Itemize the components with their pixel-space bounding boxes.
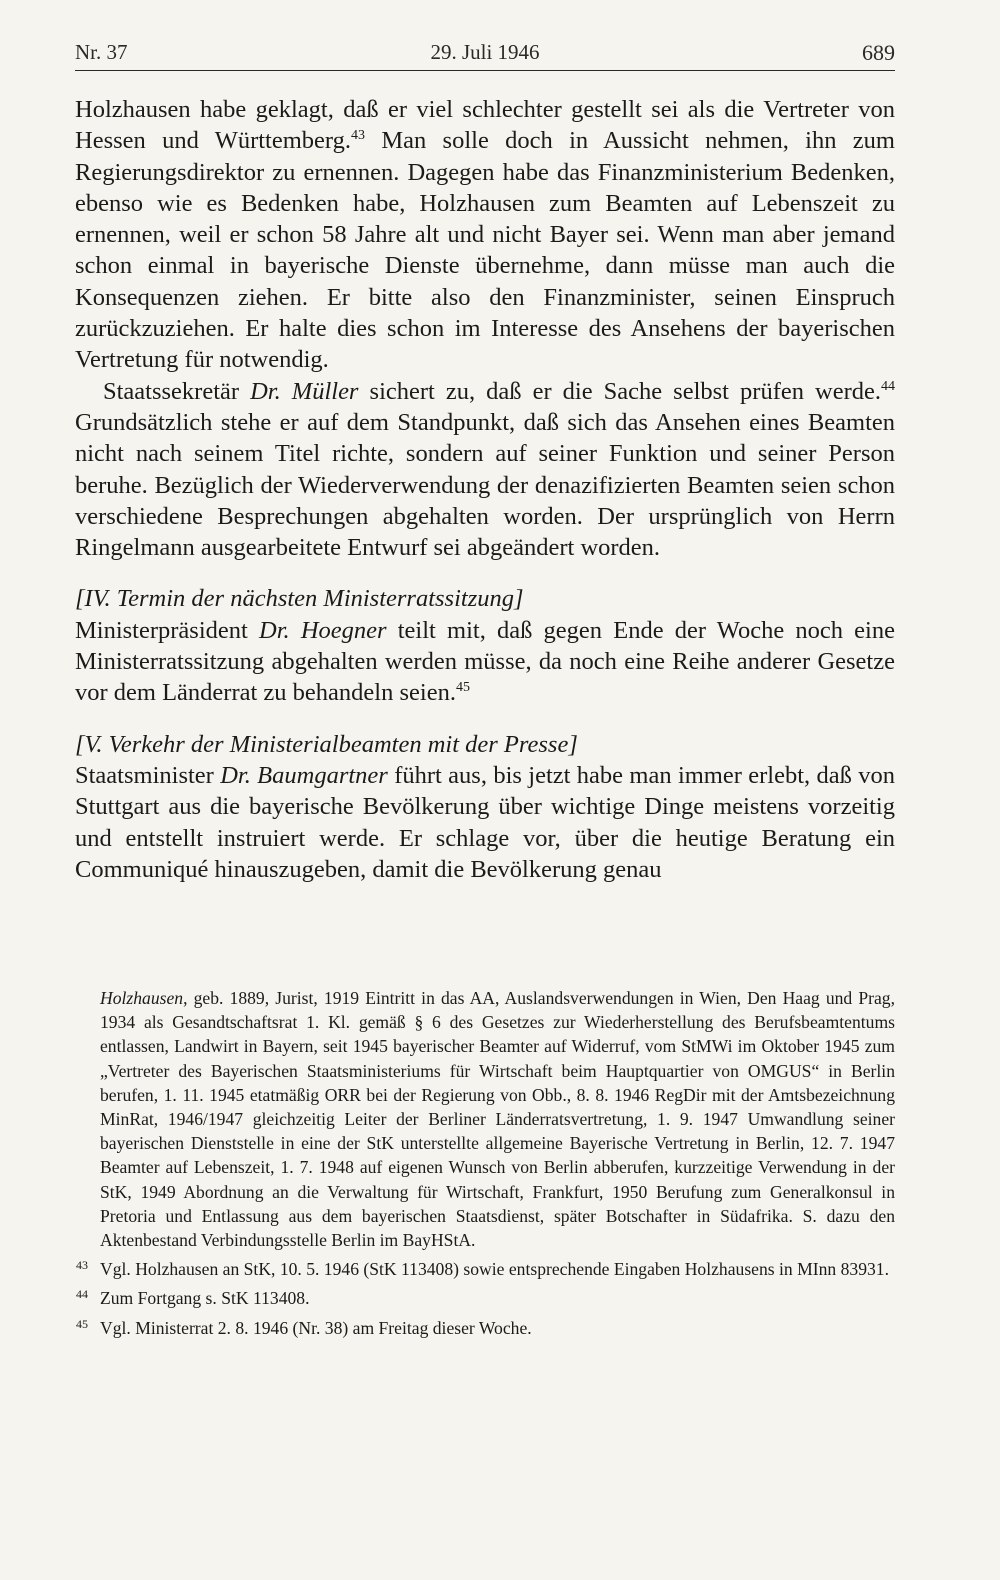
section-heading-v: [V. Verkehr der Ministerialbeamten mit der Presse] (75, 730, 578, 758)
footnote-number: 45 (76, 1316, 88, 1331)
speaker-name: Dr. Müller (250, 377, 359, 405)
footnote-number: 44 (76, 1287, 88, 1302)
paragraph-baumgartner: Staatsminister Dr. Baumgartner führt aus, bis jetzt habe man immer erlebt, daß von Stuttgart aus die bayerische Bevölkerung über wichtige Dinge meistens vorzeitig und entstellt instruiert werde. Er schlage vor, über die heutige Beratung ein Communiqué hinauszugeben, damit die Bevölkerung genau (75, 761, 895, 883)
footnote-bio-name: Holzhausen (100, 988, 184, 1008)
paragraph-mueller: Staatssekretär Dr. Müller sichert zu, daß er die Sache selbst prüfen werde.$^{44}$ Grundsätzlich stehe er auf dem Standpunkt, daß sich das Ansehen eines Beamten nicht nach seinem Titel richte, sondern auf seiner Funktion und seiner Person beruhe. Bezüglich der Wiederverwendung der denazifizierten Beamten seien schon verschiedene Besprechungen abgehalten worden. Der ursprünglich von Herrn Ringelmann ausgearbeitete Entwurf sei abgeändert worden. (75, 377, 895, 562)
header-date: 29. Juli 1946 (430, 40, 540, 64)
footnote-43: 43 Vgl. Holzhausen an StK, 10. 5. 1946 (StK 113408) sowie entsprechende Eingaben Holzhausens in MInn 83931. (100, 1257, 895, 1281)
footnotes (76, 986, 895, 1340)
section-heading-iv: [IV. Termin der nächsten Ministerratssitzung] (75, 585, 524, 613)
footnote-number: 43 (76, 1258, 88, 1273)
footnote-ref-44[interactable]: 44 (881, 378, 895, 394)
paragraph-holzhausen: Holzhausen habe geklagt, daß er viel schlechter gestellt sei als die Vertreter von Hessen und Württemberg.$^{43}$ Man solle doch in Aussicht nehmen, ihn zum Regierungsdirektor zu ernennen. Dagegen habe das Finanzministerium Bedenken, ebenso wie es Bedenken habe, Holzhausen zum Beamten auf Lebenszeit zu ernennen, weil er schon 58 Jahre alt und nicht Bayer sei. Wenn man aber jemand schon einmal in bayerische Dienste übernehme, dann müsse man auch die Konsequenzen ziehen. Er bitte also den Finanzminister, seinen Einspruch zurückzuziehen. Er halte dies schon im Interesse des Ansehens der bayerischen Vertretung für notwendig. (75, 96, 895, 374)
running-header (75, 40, 895, 70)
page-number: 689 (862, 40, 895, 65)
footnote-44: 44 Zum Fortgang s. StK 113408. (100, 1286, 895, 1310)
footnote-biography: Holzhausen, geb. 1889, Jurist, 1919 Eintritt in das AA, Auslandsverwendungen in Wien, Den Haag und Prag, 1934 als Gesandtschaftsrat 1. Kl. gemäß § 6 des Gesetzes zur Wiederherstellung des Berufsbeamtentums entlassen, Landwirt in Bayern, seit 1945 bayerischer Beamter auf Widerruf, vom StMWi im Oktober 1945 zum „Vertreter des Bayerischen Staatsministeriums für Wirtschaft beim Hauptquartier von OMGUS“ in Berlin berufen, 1. 11. 1945 etatmäßig ORR bei der Regierung von Obb., 8. 8. 1946 RegDir mit der Amtsbezeichnung MinRat, 1946/1947 gleichzeitig Leiter der Berliner Länderratsvertretung, 1. 9. 1947 Umwandlung seiner bayerischen Dienststelle in eine der StK unterstellte allgemeine Bayerische Vertretung in Berlin, 12. 7. 1947 Beamter auf Lebenszeit, 1. 7. 1948 auf eigenen Wunsch von Berlin abberufen, kurzzeitige Verwendung in der StK, 1949 Abordnung an die Verwaltung für Wirtschaft, Frankfurt, 1950 Berufung zum Generalkonsul in Pretoria und Entlassung aus dem bayerischen Staatsdienst, später Botschafter in Südafrika. S. dazu den Aktenbestand Verbindungsstelle Berlin im BayHStA. (100, 988, 895, 1251)
footnote-45: 45 Vgl. Ministerrat 2. 8. 1946 (Nr. 38) am Freitag dieser Woche. (100, 1316, 895, 1340)
speaker-name: Dr. Baumgartner (220, 761, 388, 789)
header-rule (75, 70, 895, 71)
footnote-ref-45[interactable]: 45 (455, 680, 470, 696)
issue-number: Nr. 37 (75, 40, 128, 64)
speaker-name: Dr. Hoegner (259, 616, 387, 644)
paragraph-hoegner: Ministerpräsident Dr. Hoegner teilt mit, daß gegen Ende der Woche noch eine Ministerratssitzung abgehalten werden müsse, da noch eine Reihe anderer Gesetze vor dem Länderrat zu behandeln seien.$^{45}$ (75, 616, 895, 707)
footnote-ref-43[interactable]: 43 (351, 128, 365, 144)
main-text (75, 94, 895, 885)
